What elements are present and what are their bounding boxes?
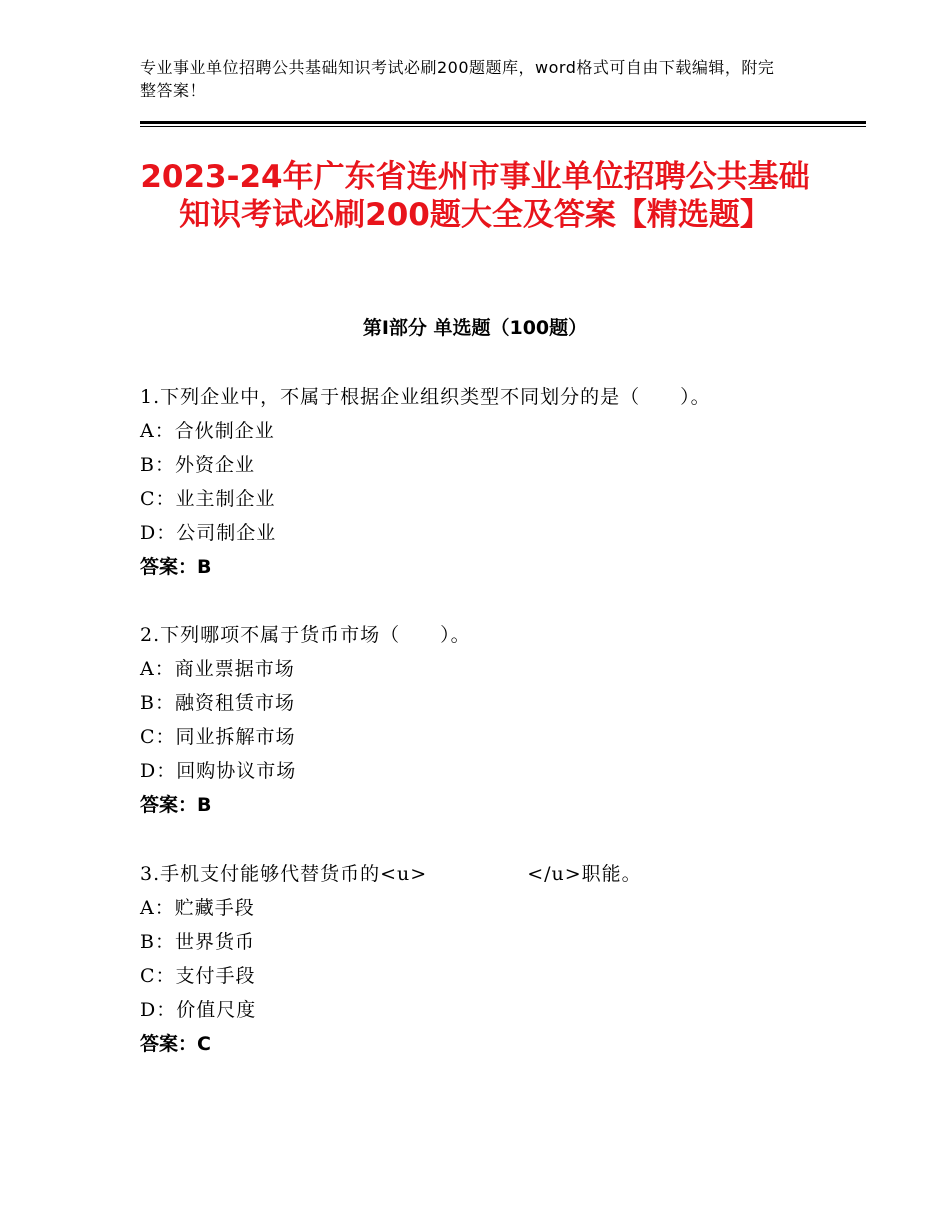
answer: 答案：B <box>140 556 212 578</box>
question-stem: 2.下列哪项不属于货币市场（ ）。 <box>140 624 471 646</box>
header-rule-thin <box>140 126 866 127</box>
question-stem: 1.下列企业中，不属于根据企业组织类型不同划分的是（ ）。 <box>140 386 711 408</box>
option-a: A：合伙制企业 <box>140 420 275 442</box>
option-b: B：融资租赁市场 <box>140 692 295 714</box>
option-d: D：价值尺度 <box>140 999 257 1021</box>
question-2 <box>140 618 840 822</box>
option-d: D：回购协议市场 <box>140 760 297 782</box>
option-a: A：商业票据市场 <box>140 658 295 680</box>
question-stem: 3.手机支付能够代替货币的<u> </u>职能。 <box>140 863 642 885</box>
header-note: 专业事业单位招聘公共基础知识考试必刷200题题库，word格式可自由下载编辑，附完整答案！ <box>140 58 775 100</box>
option-c: C：业主制企业 <box>140 488 276 510</box>
answer: 答案：B <box>140 794 212 816</box>
option-c: C：同业拆解市场 <box>140 726 296 748</box>
header-rule-thick <box>140 121 866 124</box>
section-heading: 第Ⅰ部分 单选题（100题） <box>362 317 588 339</box>
document-title: 2023-24年广东省连州市事业单位招聘公共基础知识考试必刷200题大全及答案【精选题】 <box>140 159 810 233</box>
question-3 <box>140 857 840 1061</box>
question-1 <box>140 380 840 584</box>
answer: 答案：C <box>140 1033 211 1055</box>
option-a: A：贮藏手段 <box>140 897 255 919</box>
option-b: B：外资企业 <box>140 454 255 476</box>
option-d: D：公司制企业 <box>140 522 277 544</box>
option-b: B：世界货币 <box>140 931 255 953</box>
option-c: C：支付手段 <box>140 965 256 987</box>
